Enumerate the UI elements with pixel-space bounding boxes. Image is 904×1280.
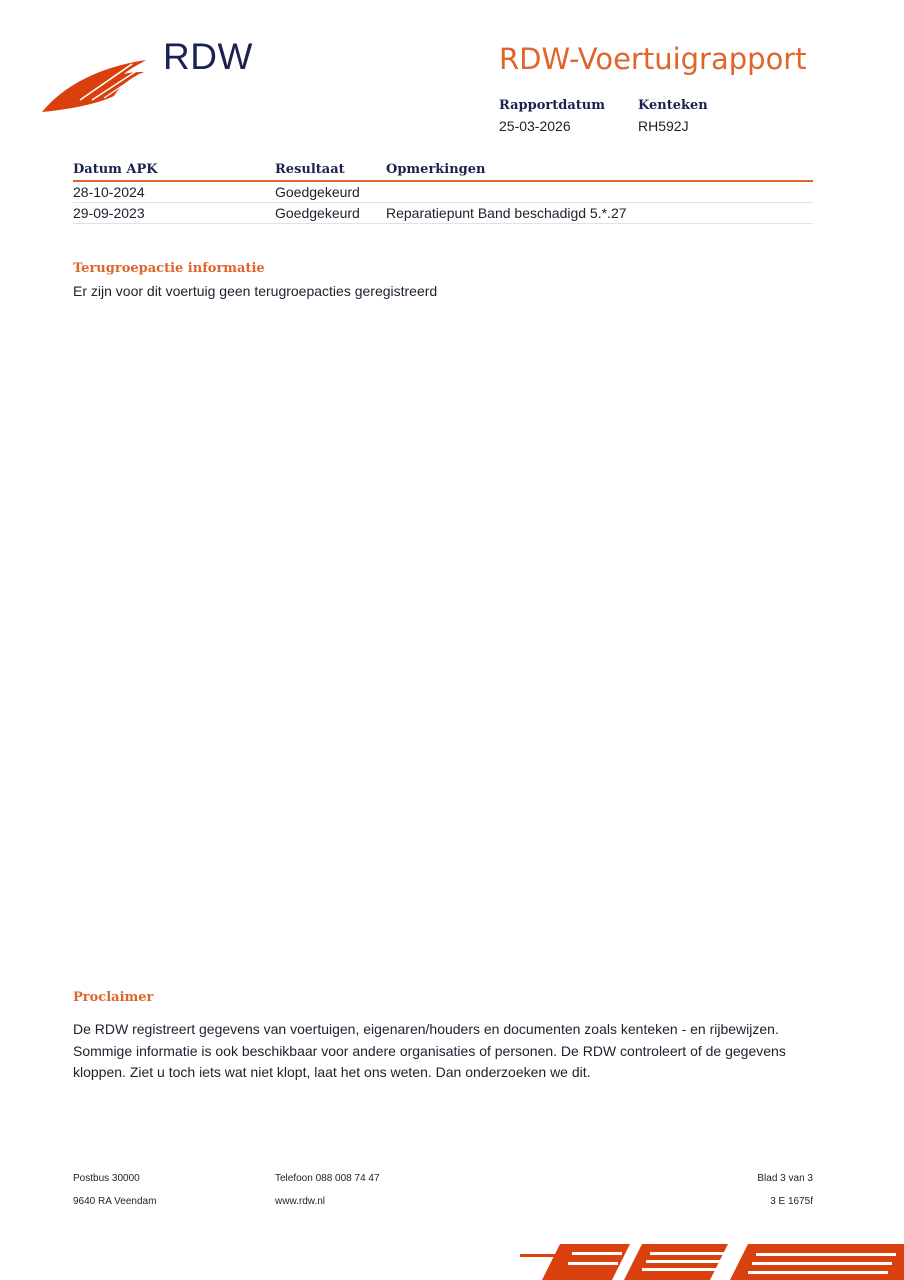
proclaimer-line: kloppen. Ziet u toch iets wat niet klopt, laat het ons weten. Dan onderzoeken we dit. bbox=[73, 1064, 591, 1080]
rdw-logo-icon bbox=[40, 56, 150, 116]
table-row bbox=[73, 182, 813, 203]
cell-opmerkingen: Reparatiepunt Band beschadigd 5.*.27 bbox=[386, 205, 627, 221]
table-row bbox=[73, 203, 813, 224]
column-header-opmerkingen: Opmerkingen bbox=[386, 161, 486, 177]
report-title: RDW-Voertuigrapport bbox=[499, 42, 807, 76]
cell-datum-apk: 29-09-2023 bbox=[73, 205, 145, 221]
footer-address-1: Postbus 30000 bbox=[73, 1173, 140, 1184]
rapportdatum-value: 25-03-2026 bbox=[499, 118, 571, 134]
footer-website: www.rdw.nl bbox=[275, 1196, 326, 1207]
decorative-stripes-icon bbox=[520, 1244, 904, 1280]
column-header-resultaat: Resultaat bbox=[275, 161, 345, 177]
cell-resultaat: Goedgekeurd bbox=[275, 205, 360, 221]
proclaimer-line: Sommige informatie is ook beschikbaar voor andere organisaties of personen. De RDW controleert of de gegevens bbox=[73, 1042, 786, 1059]
logo-text: RDW bbox=[163, 36, 253, 77]
cell-resultaat: Goedgekeurd bbox=[275, 184, 360, 200]
footer-code: 3 E 1675f bbox=[770, 1196, 813, 1207]
footer-phone: Telefoon 088 008 74 47 bbox=[275, 1173, 380, 1184]
kenteken-label: Kenteken bbox=[638, 98, 708, 113]
apk-table-header bbox=[73, 158, 813, 182]
proclaimer-title: Proclaimer bbox=[73, 990, 154, 1005]
column-header-datum-apk: Datum APK bbox=[73, 161, 158, 177]
kenteken-value: RH592J bbox=[638, 118, 689, 134]
cell-datum-apk: 28-10-2024 bbox=[73, 184, 145, 200]
proclaimer-text bbox=[73, 1019, 793, 1084]
recall-text: Er zijn voor dit voertuig geen terugroepacties geregistreerd bbox=[73, 283, 438, 299]
footer-address-2: 9640 RA Veendam bbox=[73, 1196, 157, 1207]
recall-title: Terugroepactie informatie bbox=[73, 261, 265, 276]
apk-table bbox=[73, 158, 813, 224]
proclaimer-line: De RDW registreert gegevens van voertuigen, eigenaren/houders en documenten zoals kenteken - en rijbewijzen. bbox=[73, 1021, 779, 1037]
rapportdatum-label: Rapportdatum bbox=[499, 98, 605, 113]
footer-page: Blad 3 van 3 bbox=[757, 1173, 813, 1184]
